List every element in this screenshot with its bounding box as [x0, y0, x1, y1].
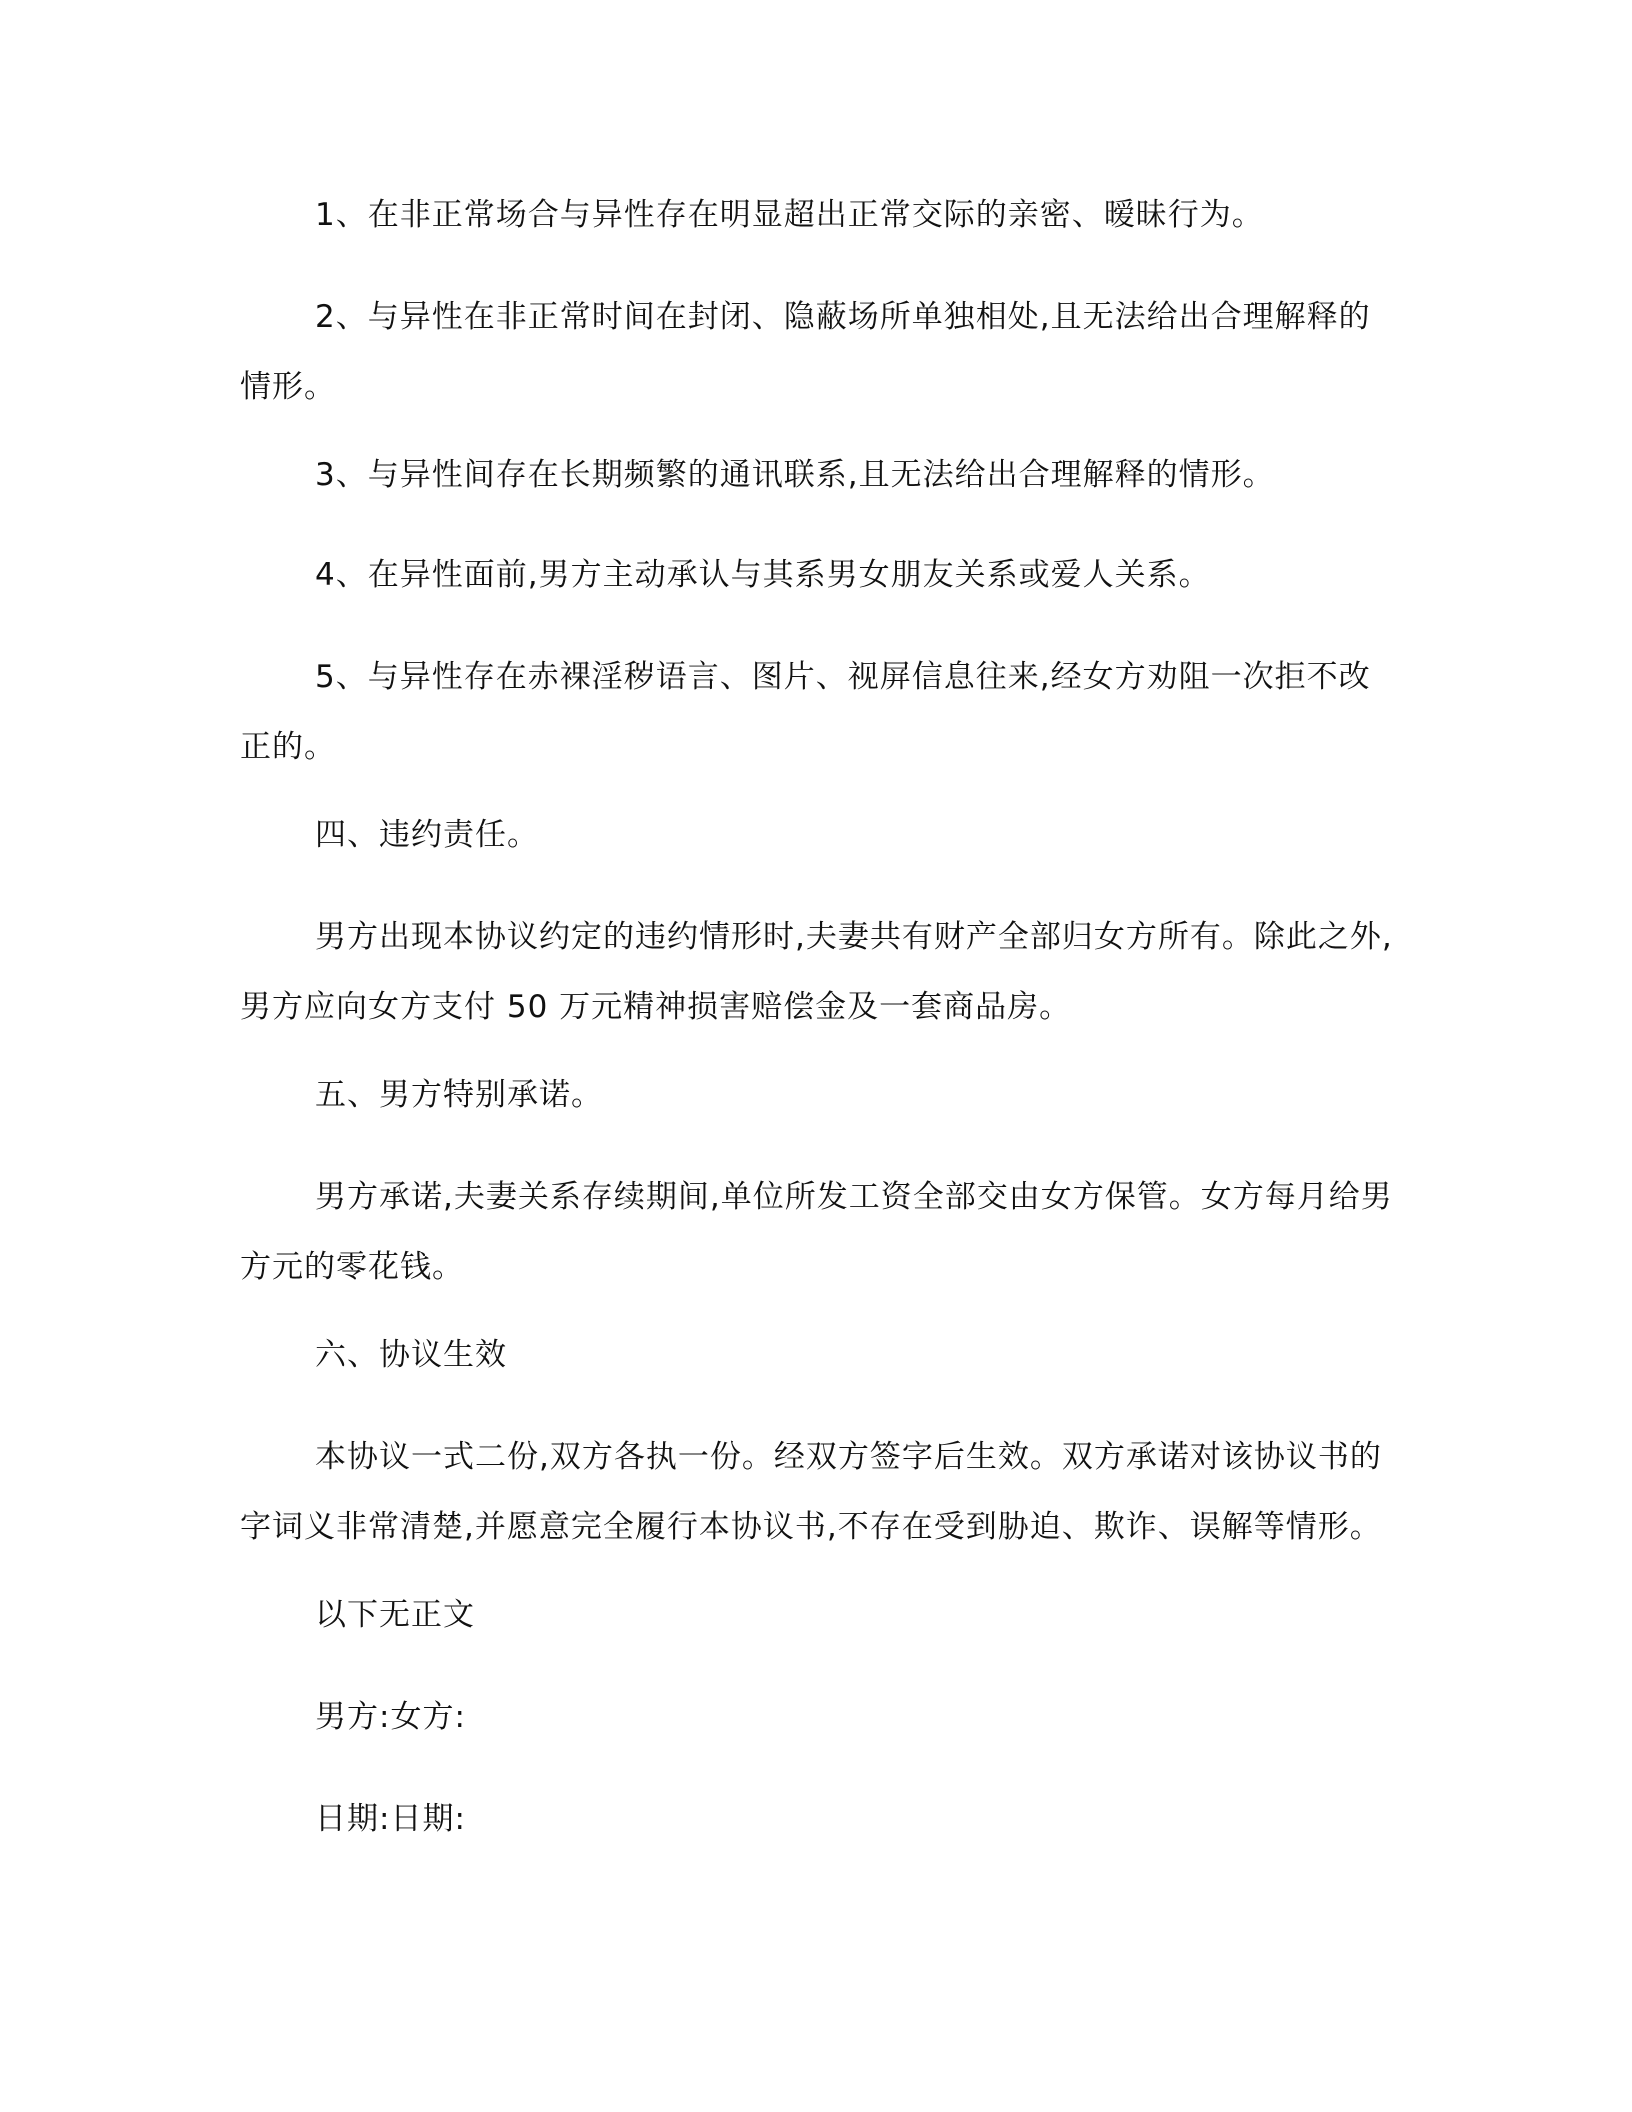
end-of-text-note: 以下无正文	[315, 1597, 475, 1633]
section-5-heading: 五、男方特别承诺。	[315, 1077, 603, 1113]
clause-1: 1、在非正常场合与异性存在明显超出正常交际的亲密、暧昧行为。	[315, 197, 1264, 233]
section-5-body: 男方承诺,夫妻关系存续期间,单位所发工资全部交由女方保管。女方每月给男方元的零花钱。	[240, 1179, 1393, 1285]
section-6-heading: 六、协议生效	[315, 1337, 507, 1373]
clause-4: 4、在异性面前,男方主动承认与其系男女朋友关系或爱人关系。	[315, 557, 1211, 593]
clause-3: 3、与异性间存在长期频繁的通讯联系,且无法给出合理解释的情形。	[315, 457, 1275, 493]
section-4-body: 男方出现本协议约定的违约情形时,夫妻共有财产全部归女方所有。除此之外,男方应向女方支付 50 万元精神损害赔偿金及一套商品房。	[240, 919, 1393, 1025]
section-6-body: 本协议一式二份,双方各执一份。经双方签字后生效。双方承诺对该协议书的字词义非常清楚,并愿意完全履行本协议书,不存在受到胁迫、欺诈、误解等情形。	[240, 1439, 1382, 1545]
date-line: 日期:日期:	[315, 1801, 466, 1837]
clause-2: 2、与异性在非正常时间在封闭、隐蔽场所单独相处,且无法给出合理解释的情形。	[240, 299, 1371, 405]
section-4-heading: 四、违约责任。	[315, 817, 539, 853]
clause-5: 5、与异性存在赤裸淫秽语言、图片、视屏信息往来,经女方劝阻一次拒不改正的。	[240, 659, 1371, 765]
signature-line: 男方:女方:	[315, 1699, 466, 1735]
